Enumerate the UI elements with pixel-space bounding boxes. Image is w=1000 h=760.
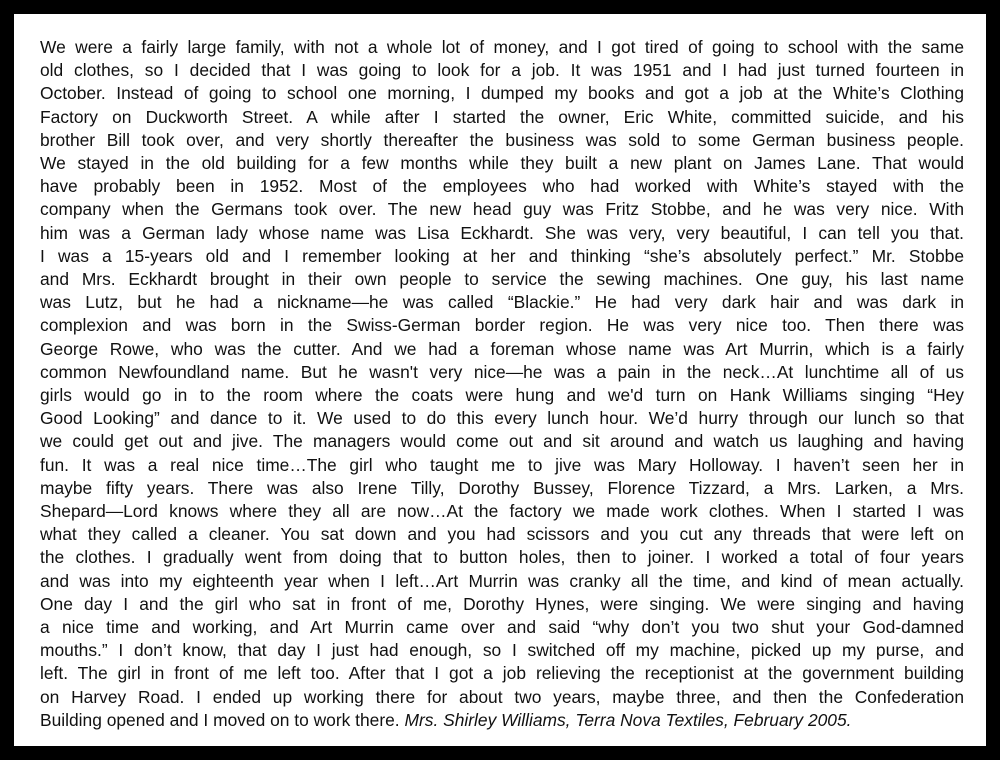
quote-text-block [40, 36, 964, 732]
text-line: have probably been in 1952. Most of the employees who had worked with White’s stayed with the [40, 176, 964, 197]
text-line: brother Bill took over, and very shortly thereafter the business was sold to some German business people. [40, 129, 964, 150]
text-line: Good Looking” and dance to it. We used to do this every lunch hour. We’d hurry through our lunch so that [40, 408, 964, 429]
text-line: We stayed in the old building for a few months while they built a new plant on James Lane. That would [40, 153, 964, 174]
text-line: and was into my eighteenth year when I left…Art Murrin was cranky all the time, and kind of mean actually. [40, 570, 964, 591]
final-text-line [40, 709, 964, 732]
attribution: Mrs. Shirley Williams, Terra Nova Textiles, February 2005. [404, 709, 852, 730]
text-line: mouths.” I don’t know, that day I just had enough, so I switched off my machine, picked up my purse, and [40, 640, 964, 661]
text-line: we could get out and jive. The managers would come out and sit around and watch us laughing and having [40, 431, 964, 452]
text-line: Shepard—Lord knows where they all are now…At the factory we made work clothes. When I started I was [40, 501, 964, 522]
text-line: common Newfoundland name. But he wasn't very nice—he was a pain in the neck…At lunchtime all of us [40, 361, 964, 382]
final-line-text: Building opened and I moved on to work there. [40, 709, 405, 730]
text-line: old clothes, so I decided that I was going to look for a job. It was 1951 and I had just turned fourteen in [40, 60, 964, 81]
text-line: the clothes. I gradually went from doing that to button holes, then to joiner. I worked a total of four years [40, 547, 964, 568]
text-line: complexion and was born in the Swiss-German border region. He was very nice too. Then there was [40, 315, 964, 336]
text-line: what they called a cleaner. You sat down and you had scissors and you cut any threads that were left on [40, 524, 964, 545]
text-line: fun. It was a real nice time…The girl who taught me to jive was Mary Holloway. I haven’t seen her in [40, 454, 964, 475]
text-line: One day I and the girl who sat in front of me, Dorothy Hynes, were singing. We were singing and having [40, 593, 964, 614]
text-line: I was a 15-years old and I remember looking at her and thinking “she’s absolutely perfect.” Mr. Stobbe [40, 245, 964, 266]
text-line: on Harvey Road. I ended up working there for about two years, maybe three, and then the Confederation [40, 686, 964, 707]
text-line: Factory on Duckworth Street. A while after I started the owner, Eric White, committed suicide, and his [40, 106, 964, 127]
text-line: company when the Germans took over. The new head guy was Fritz Stobbe, and he was very nice. With [40, 199, 964, 220]
text-line: George Rowe, who was the cutter. And we had a foreman whose name was Art Murrin, which is a fairly [40, 338, 964, 359]
text-line: We were a fairly large family, with not a whole lot of money, and I got tired of going to school with the same [40, 37, 964, 57]
text-line: was Lutz, but he had a nickname—he was called “Blackie.” He had very dark hair and was dark in [40, 292, 964, 313]
text-line: him was a German lady whose name was Lisa Eckhardt. She was very, very beautiful, I can tell you that. [40, 222, 964, 243]
text-line: girls would go in to the room where the coats were hung and we'd turn on Hank Williams singing “Hey [40, 385, 964, 406]
text-line: a nice time and working, and Art Murrin came over and said “why don’t you two shut your God-damned [40, 617, 964, 638]
page-frame [14, 14, 986, 746]
text-line: left. The girl in front of me left too. After that I got a job relieving the receptionist at the government building [40, 663, 964, 684]
text-line: and Mrs. Eckhardt brought in their own people to service the sewing machines. One guy, his last name [40, 269, 964, 290]
text-line: maybe fifty years. There was also Irene Tilly, Dorothy Bussey, Florence Tizzard, a Mrs. Larken, a Mrs. [40, 477, 964, 498]
text-line: October. Instead of going to school one morning, I dumped my books and got a job at the White’s Clothing [40, 83, 964, 104]
